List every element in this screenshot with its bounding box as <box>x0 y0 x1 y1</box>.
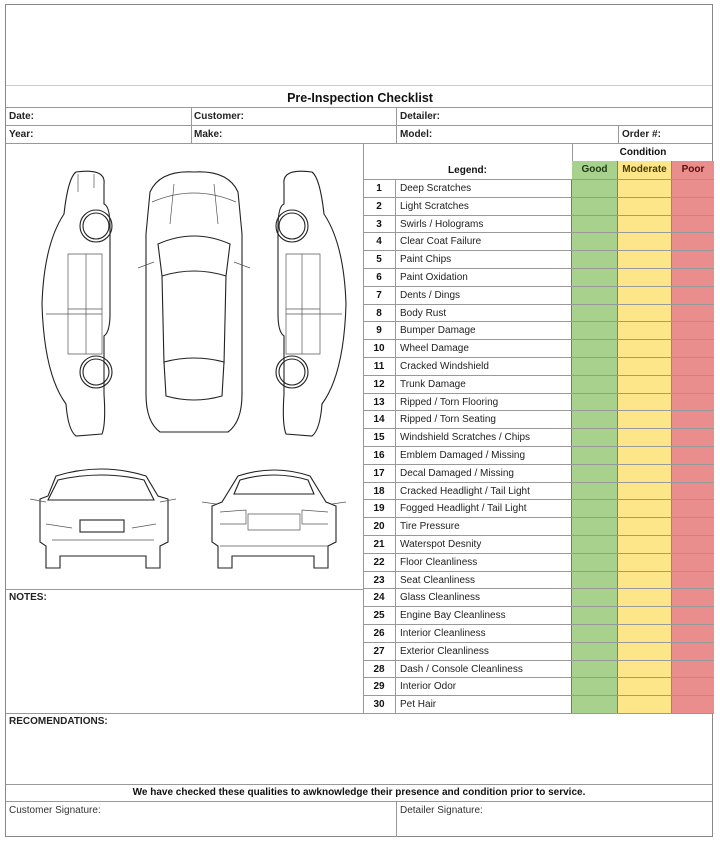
item-label: Paint Chips <box>396 251 572 268</box>
moderate-checkbox[interactable] <box>618 643 672 660</box>
item-number: 8 <box>363 305 396 322</box>
item-label: Wheel Damage <box>396 340 572 357</box>
poor-checkbox[interactable] <box>672 233 714 250</box>
checklist-row <box>363 554 714 572</box>
item-number: 30 <box>363 696 396 713</box>
good-checkbox[interactable] <box>572 607 618 624</box>
item-number: 4 <box>363 233 396 250</box>
car-diagrams <box>6 144 362 589</box>
poor-checkbox[interactable] <box>672 376 714 393</box>
checklist-row <box>363 287 714 305</box>
checklist-row <box>363 518 714 536</box>
checklist-row <box>363 483 714 501</box>
checklist-row <box>363 376 714 394</box>
checklist-row <box>363 180 714 198</box>
item-label: Interior Odor <box>396 678 572 695</box>
good-checkbox[interactable] <box>572 661 618 678</box>
poor-checkbox[interactable] <box>672 251 714 268</box>
item-label: Light Scratches <box>396 198 572 215</box>
checklist-row <box>363 465 714 483</box>
moderate-checkbox[interactable] <box>618 483 672 500</box>
checklist-row <box>363 394 714 412</box>
poor-checkbox[interactable] <box>672 305 714 322</box>
moderate-checkbox[interactable] <box>618 269 672 286</box>
poor-checkbox[interactable] <box>672 322 714 339</box>
poor-checkbox[interactable] <box>672 269 714 286</box>
poor-column-header: Poor <box>672 161 714 179</box>
item-label: Glass Cleanliness <box>396 589 572 606</box>
item-label: Cracked Headlight / Tail Light <box>396 483 572 500</box>
item-number: 19 <box>363 500 396 517</box>
moderate-checkbox[interactable] <box>618 465 672 482</box>
checklist-row <box>363 322 714 340</box>
checklist-row <box>363 661 714 679</box>
checklist-row <box>363 643 714 661</box>
checklist-row <box>363 572 714 590</box>
recommendations-area[interactable] <box>6 727 712 783</box>
item-label: Fogged Headlight / Tail Light <box>396 500 572 517</box>
checklist-row <box>363 340 714 358</box>
good-checkbox[interactable] <box>572 251 618 268</box>
order-number-field[interactable]: Order #: <box>622 129 661 140</box>
item-label: Decal Damaged / Missing <box>396 465 572 482</box>
checklist-row <box>363 678 714 696</box>
item-number: 12 <box>363 376 396 393</box>
item-number: 3 <box>363 216 396 233</box>
checklist-row <box>363 607 714 625</box>
moderate-checkbox[interactable] <box>618 678 672 695</box>
checklist-row <box>363 269 714 287</box>
item-number: 21 <box>363 536 396 553</box>
moderate-checkbox[interactable] <box>618 429 672 446</box>
poor-checkbox[interactable] <box>672 518 714 535</box>
poor-checkbox[interactable] <box>672 607 714 624</box>
item-label: Interior Cleanliness <box>396 625 572 642</box>
item-number: 10 <box>363 340 396 357</box>
good-checkbox[interactable] <box>572 198 618 215</box>
good-checkbox[interactable] <box>572 696 618 713</box>
item-number: 15 <box>363 429 396 446</box>
item-number: 24 <box>363 589 396 606</box>
notes-area[interactable] <box>6 603 362 711</box>
car-rear-icon <box>202 470 346 568</box>
item-number: 6 <box>363 269 396 286</box>
car-right-side-icon <box>276 171 346 436</box>
poor-checkbox[interactable] <box>672 216 714 233</box>
detailer-signature-field[interactable]: Detailer Signature: <box>400 805 483 816</box>
checklist-row <box>363 216 714 234</box>
item-number: 29 <box>363 678 396 695</box>
good-checkbox[interactable] <box>572 322 618 339</box>
item-number: 25 <box>363 607 396 624</box>
item-label: Engine Bay Cleanliness <box>396 607 572 624</box>
checklist-row <box>363 447 714 465</box>
good-checkbox[interactable] <box>572 340 618 357</box>
good-checkbox[interactable] <box>572 358 618 375</box>
poor-checkbox[interactable] <box>672 589 714 606</box>
checklist-row <box>363 305 714 323</box>
moderate-checkbox[interactable] <box>618 305 672 322</box>
poor-checkbox[interactable] <box>672 411 714 428</box>
poor-checkbox[interactable] <box>672 287 714 304</box>
item-number: 26 <box>363 625 396 642</box>
car-front-icon <box>30 469 176 568</box>
moderate-checkbox[interactable] <box>618 696 672 713</box>
good-checkbox[interactable] <box>572 643 618 660</box>
moderate-checkbox[interactable] <box>618 233 672 250</box>
date-field[interactable]: Date: <box>9 111 35 122</box>
item-number: 9 <box>363 322 396 339</box>
item-label: Ripped / Torn Seating <box>396 411 572 428</box>
moderate-checkbox[interactable] <box>618 340 672 357</box>
checklist-row <box>363 198 714 216</box>
moderate-checkbox[interactable] <box>618 572 672 589</box>
good-checkbox[interactable] <box>572 305 618 322</box>
moderate-checkbox[interactable] <box>618 589 672 606</box>
item-label: Bumper Damage <box>396 322 572 339</box>
poor-checkbox[interactable] <box>672 696 714 713</box>
car-top-icon <box>138 172 250 432</box>
item-number: 1 <box>363 180 396 197</box>
moderate-checkbox[interactable] <box>618 322 672 339</box>
poor-checkbox[interactable] <box>672 198 714 215</box>
item-label: Emblem Damaged / Missing <box>396 447 572 464</box>
item-label: Seat Cleanliness <box>396 572 572 589</box>
poor-checkbox[interactable] <box>672 180 714 197</box>
item-number: 16 <box>363 447 396 464</box>
moderate-checkbox[interactable] <box>618 216 672 233</box>
good-checkbox[interactable] <box>572 287 618 304</box>
checklist-row <box>363 233 714 251</box>
moderate-checkbox[interactable] <box>618 376 672 393</box>
item-number: 23 <box>363 572 396 589</box>
good-checkbox[interactable] <box>572 678 618 695</box>
poor-checkbox[interactable] <box>672 625 714 642</box>
item-number: 17 <box>363 465 396 482</box>
item-label: Floor Cleanliness <box>396 554 572 571</box>
customer-field[interactable]: Customer: <box>194 111 245 122</box>
detailer-field[interactable]: Detailer: <box>400 111 441 122</box>
poor-checkbox[interactable] <box>672 465 714 482</box>
poor-checkbox[interactable] <box>672 661 714 678</box>
moderate-column-header: Moderate <box>618 161 672 179</box>
item-label: Body Rust <box>396 305 572 322</box>
acknowledgement-text: We have checked these qualities to awknowledge their presence and condition prior to service. <box>132 787 586 798</box>
item-label: Pet Hair <box>396 696 572 713</box>
item-number: 13 <box>363 394 396 411</box>
item-number: 5 <box>363 251 396 268</box>
poor-checkbox[interactable] <box>672 572 714 589</box>
item-label: Tire Pressure <box>396 518 572 535</box>
checklist-row <box>363 625 714 643</box>
moderate-checkbox[interactable] <box>618 287 672 304</box>
good-checkbox[interactable] <box>572 180 618 197</box>
good-checkbox[interactable] <box>572 465 618 482</box>
item-label: Trunk Damage <box>396 376 572 393</box>
checklist-row <box>363 696 714 714</box>
item-label: Windshield Scratches / Chips <box>396 429 572 446</box>
moderate-checkbox[interactable] <box>618 625 672 642</box>
moderate-checkbox[interactable] <box>618 536 672 553</box>
poor-checkbox[interactable] <box>672 678 714 695</box>
item-number: 18 <box>363 483 396 500</box>
poor-checkbox[interactable] <box>672 500 714 517</box>
good-checkbox[interactable] <box>572 572 618 589</box>
moderate-checkbox[interactable] <box>618 394 672 411</box>
item-number: 27 <box>363 643 396 660</box>
item-label: Deep Scratches <box>396 180 572 197</box>
poor-checkbox[interactable] <box>672 429 714 446</box>
good-checkbox[interactable] <box>572 483 618 500</box>
item-label: Waterspot Desnity <box>396 536 572 553</box>
good-checkbox[interactable] <box>572 447 618 464</box>
item-number: 2 <box>363 198 396 215</box>
item-label: Clear Coat Failure <box>396 233 572 250</box>
moderate-checkbox[interactable] <box>618 518 672 535</box>
item-label: Exterior Cleanliness <box>396 643 572 660</box>
checklist-row <box>363 536 714 554</box>
poor-checkbox[interactable] <box>672 447 714 464</box>
customer-signature-field[interactable]: Customer Signature: <box>9 805 101 816</box>
good-checkbox[interactable] <box>572 625 618 642</box>
item-number: 7 <box>363 287 396 304</box>
moderate-checkbox[interactable] <box>618 198 672 215</box>
moderate-checkbox[interactable] <box>618 447 672 464</box>
good-checkbox[interactable] <box>572 589 618 606</box>
item-number: 20 <box>363 518 396 535</box>
good-checkbox[interactable] <box>572 536 618 553</box>
moderate-checkbox[interactable] <box>618 661 672 678</box>
item-label: Swirls / Holograms <box>396 216 572 233</box>
moderate-checkbox[interactable] <box>618 251 672 268</box>
item-label: Cracked Windshield <box>396 358 572 375</box>
model-field[interactable]: Model: <box>400 129 433 140</box>
form-title: Pre-Inspection Checklist <box>287 91 433 105</box>
item-label: Dash / Console Cleanliness <box>396 661 572 678</box>
item-number: 22 <box>363 554 396 571</box>
checklist-row <box>363 429 714 447</box>
item-number: 28 <box>363 661 396 678</box>
item-label: Ripped / Torn Flooring <box>396 394 572 411</box>
recommendations-label: RECOMENDATIONS: <box>9 716 108 727</box>
checklist-row <box>363 251 714 269</box>
make-field[interactable]: Make: <box>194 129 223 140</box>
checklist-row <box>363 358 714 376</box>
good-checkbox[interactable] <box>572 233 618 250</box>
good-checkbox[interactable] <box>572 394 618 411</box>
notes-label: NOTES: <box>9 592 47 603</box>
poor-checkbox[interactable] <box>672 394 714 411</box>
good-checkbox[interactable] <box>572 554 618 571</box>
good-checkbox[interactable] <box>572 269 618 286</box>
good-checkbox[interactable] <box>572 376 618 393</box>
item-label: Paint Oxidation <box>396 269 572 286</box>
item-number: 14 <box>363 411 396 428</box>
poor-checkbox[interactable] <box>672 483 714 500</box>
header-blank-area <box>6 5 712 85</box>
good-checkbox[interactable] <box>572 411 618 428</box>
good-column-header: Good <box>572 161 618 179</box>
year-field[interactable]: Year: <box>9 129 34 140</box>
moderate-checkbox[interactable] <box>618 180 672 197</box>
good-checkbox[interactable] <box>572 429 618 446</box>
item-number: 11 <box>363 358 396 375</box>
item-label: Dents / Dings <box>396 287 572 304</box>
condition-header: Condition <box>619 147 667 158</box>
poor-checkbox[interactable] <box>672 643 714 660</box>
poor-checkbox[interactable] <box>672 358 714 375</box>
poor-checkbox[interactable] <box>672 536 714 553</box>
good-checkbox[interactable] <box>572 518 618 535</box>
good-checkbox[interactable] <box>572 500 618 517</box>
checklist-row <box>363 500 714 518</box>
checklist-row <box>363 589 714 607</box>
car-left-side-icon <box>42 171 112 436</box>
poor-checkbox[interactable] <box>672 554 714 571</box>
moderate-checkbox[interactable] <box>618 358 672 375</box>
checklist-row <box>363 411 714 429</box>
inspection-form <box>5 4 713 837</box>
moderate-checkbox[interactable] <box>618 607 672 624</box>
moderate-checkbox[interactable] <box>618 554 672 571</box>
moderate-checkbox[interactable] <box>618 411 672 428</box>
moderate-checkbox[interactable] <box>618 500 672 517</box>
legend-header: Legend: <box>448 165 487 176</box>
good-checkbox[interactable] <box>572 216 618 233</box>
poor-checkbox[interactable] <box>672 340 714 357</box>
